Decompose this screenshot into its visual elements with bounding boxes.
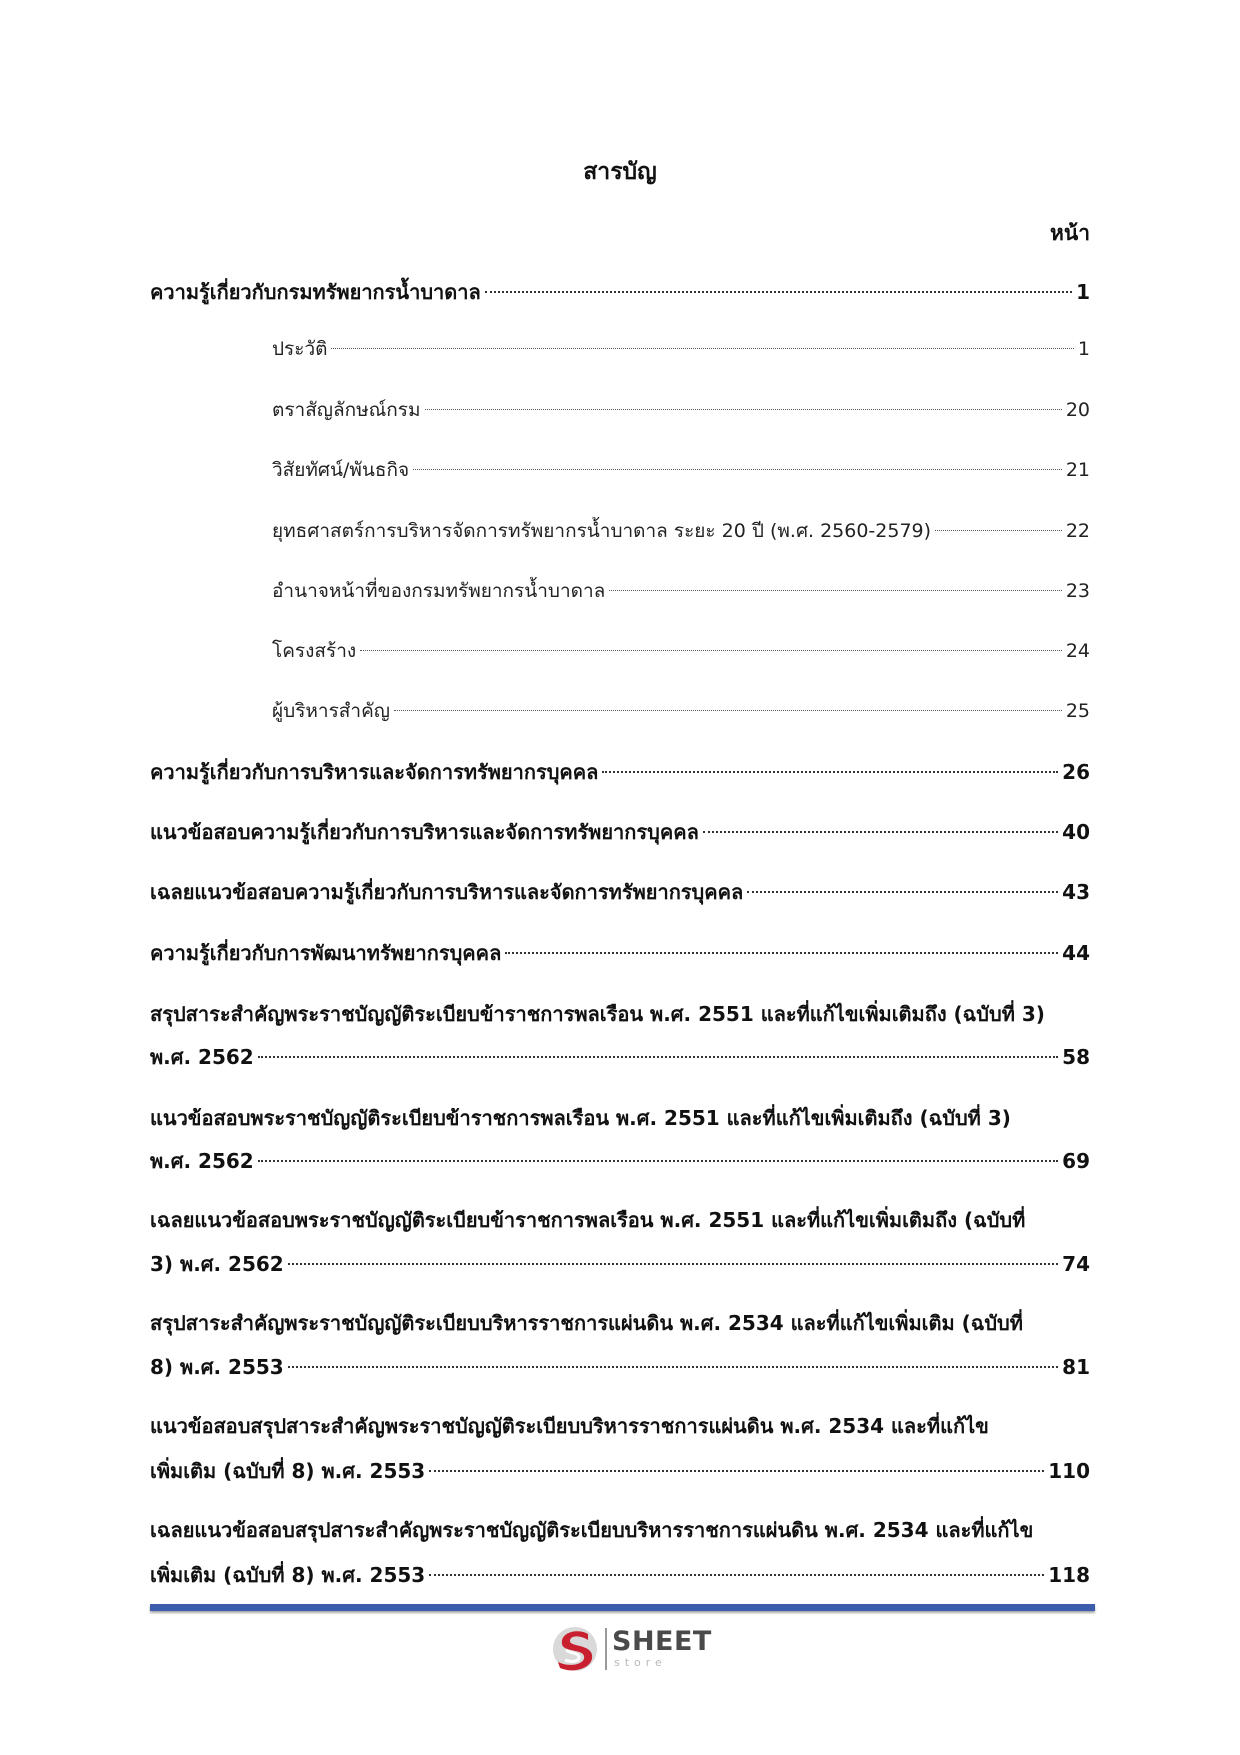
toc-entry-title: เพิ่มเติม (ฉบับที่ 8) พ.ศ. 2553 bbox=[150, 1563, 426, 1587]
toc-leader-dots bbox=[258, 1056, 1058, 1058]
toc-entry-page: 43 bbox=[1062, 880, 1090, 904]
toc-leader-dots bbox=[258, 1160, 1058, 1162]
toc-entry-title: เพิ่มเติม (ฉบับที่ 8) พ.ศ. 2553 bbox=[150, 1459, 426, 1483]
toc-entry-page: 21 bbox=[1065, 459, 1090, 481]
toc-entry-title: ตราสัญลักษณ์กรม bbox=[272, 399, 421, 421]
toc-entry-page: 20 bbox=[1065, 399, 1090, 421]
toc-entry[interactable] bbox=[150, 1559, 1090, 1591]
toc-subentry[interactable] bbox=[272, 333, 1090, 365]
toc-leader-dots bbox=[429, 1574, 1044, 1576]
toc-entry-page: 26 bbox=[1062, 760, 1090, 784]
toc-entry-line1[interactable]: สรุปสาระสำคัญพระราชบัญญัติระเบียบข้าราชการพลเรือน พ.ศ. 2551 และที่แก้ไขเพิ่มเติมถึง (ฉบับที่ 3) bbox=[150, 1002, 1045, 1026]
toc-leader-dots bbox=[935, 530, 1062, 531]
toc-leader-dots bbox=[429, 1470, 1044, 1472]
toc-leader-dots bbox=[413, 469, 1062, 470]
toc-entry[interactable] bbox=[150, 1145, 1090, 1177]
toc-entry-title: 8) พ.ศ. 2553 bbox=[150, 1355, 284, 1379]
logo-divider bbox=[605, 1628, 607, 1670]
toc-entry-title: พ.ศ. 2562 bbox=[150, 1045, 254, 1069]
sheet-store-s-logo-icon bbox=[548, 1622, 602, 1676]
toc-entry-title: อำนาจหน้าที่ของกรมทรัพยากรน้ำบาดาล bbox=[272, 580, 606, 602]
sheet-store-logo bbox=[548, 1622, 718, 1676]
toc-entry-page: 22 bbox=[1065, 520, 1090, 542]
toc-entry-title: วิสัยทัศน์/พันธกิจ bbox=[272, 459, 410, 481]
toc-entry[interactable] bbox=[150, 816, 1090, 848]
toc-leader-dots bbox=[360, 650, 1062, 651]
toc-leader-dots bbox=[602, 771, 1058, 773]
toc-leader-dots bbox=[288, 1366, 1058, 1368]
toc-entry-title: ยุทธศาสตร์การบริหารจัดการทรัพยากรน้ำบาดาล ระยะ 20 ปี (พ.ศ. 2560-2579) bbox=[272, 520, 932, 542]
toc-leader-dots bbox=[288, 1263, 1058, 1265]
toc-entry-page: 58 bbox=[1062, 1045, 1090, 1069]
toc-subentry[interactable] bbox=[272, 695, 1090, 727]
toc-entry-title: เฉลยแนวข้อสอบความรู้เกี่ยวกับการบริหารและจัดการทรัพยากรบุคคล bbox=[150, 880, 744, 904]
toc-entry-line1[interactable]: แนวข้อสอบพระราชบัญญัติระเบียบข้าราชการพลเรือน พ.ศ. 2551 และที่แก้ไขเพิ่มเติมถึง (ฉบับที่ 3) bbox=[150, 1106, 1011, 1130]
toc-leader-dots bbox=[331, 348, 1073, 349]
toc-entry-title: ความรู้เกี่ยวกับการบริหารและจัดการทรัพยากรบุคคล bbox=[150, 760, 599, 784]
logo-wordmark: SHEET bbox=[612, 1626, 712, 1657]
toc-entry-page: 40 bbox=[1062, 820, 1090, 844]
toc-entry-title: แนวข้อสอบความรู้เกี่ยวกับการบริหารและจัดการทรัพยากรบุคคล bbox=[150, 820, 699, 844]
toc-leader-dots bbox=[485, 291, 1072, 293]
toc-entry[interactable] bbox=[150, 1351, 1090, 1383]
toc-entry-page: 81 bbox=[1062, 1355, 1090, 1379]
toc-entry[interactable] bbox=[150, 756, 1090, 788]
toc-entry[interactable] bbox=[150, 937, 1090, 969]
toc-entry[interactable] bbox=[150, 1455, 1090, 1487]
toc-entry-line1[interactable]: แนวข้อสอบสรุปสาระสำคัญพระราชบัญญัติระเบียบบริหารราชการแผ่นดิน พ.ศ. 2534 และที่แก้ไข bbox=[150, 1414, 989, 1438]
toc-entry-page: 1 bbox=[1076, 280, 1090, 304]
footer-divider-bar bbox=[150, 1604, 1095, 1611]
toc-entry-title: 3) พ.ศ. 2562 bbox=[150, 1252, 284, 1276]
toc-entry[interactable] bbox=[150, 1248, 1090, 1280]
toc-entry-title: ความรู้เกี่ยวกับกรมทรัพยากรน้ำบาดาล bbox=[150, 280, 481, 304]
toc-entry-page: 110 bbox=[1048, 1459, 1090, 1483]
toc-leader-dots bbox=[425, 409, 1062, 410]
toc-entry-page: 1 bbox=[1077, 338, 1090, 360]
toc-entry[interactable] bbox=[150, 276, 1090, 308]
toc-subentry[interactable] bbox=[272, 394, 1090, 426]
logo-subtext: store bbox=[614, 1656, 667, 1669]
page-title: สารบัญ bbox=[583, 159, 657, 185]
toc-entry-page: 118 bbox=[1048, 1563, 1090, 1587]
toc-entry[interactable] bbox=[150, 876, 1090, 908]
toc-entry-page: 44 bbox=[1062, 941, 1090, 965]
toc-entry-title: ความรู้เกี่ยวกับการพัฒนาทรัพยากรบุคคล bbox=[150, 941, 502, 965]
toc-entry-title: โครงสร้าง bbox=[272, 640, 357, 662]
toc-entry-page: 24 bbox=[1065, 640, 1090, 662]
page-column-header: หน้า bbox=[1050, 221, 1090, 245]
toc-entry-page: 74 bbox=[1062, 1252, 1090, 1276]
toc-leader-dots bbox=[747, 891, 1058, 893]
toc-leader-dots bbox=[609, 590, 1062, 591]
toc-entry-line1[interactable]: สรุปสาระสำคัญพระราชบัญญัติระเบียบบริหารราชการแผ่นดิน พ.ศ. 2534 และที่แก้ไขเพิ่มเติม (ฉบับที่ bbox=[150, 1311, 1023, 1335]
toc-subentry[interactable] bbox=[272, 575, 1090, 607]
toc-entry[interactable] bbox=[150, 1041, 1090, 1073]
toc-subentry[interactable] bbox=[272, 635, 1090, 667]
toc-entry-page: 23 bbox=[1065, 580, 1090, 602]
toc-leader-dots bbox=[703, 831, 1058, 833]
toc-leader-dots bbox=[505, 952, 1058, 954]
toc-subentry[interactable] bbox=[272, 515, 1090, 547]
toc-subentry[interactable] bbox=[272, 454, 1090, 486]
toc-entry-line1[interactable]: เฉลยแนวข้อสอบสรุปสาระสำคัญพระราชบัญญัติระเบียบบริหารราชการแผ่นดิน พ.ศ. 2534 และที่แก้ไข bbox=[150, 1518, 1034, 1542]
toc-entry-line1[interactable]: เฉลยแนวข้อสอบพระราชบัญญัติระเบียบข้าราชการพลเรือน พ.ศ. 2551 และที่แก้ไขเพิ่มเติมถึง (ฉบับที่ bbox=[150, 1208, 1026, 1232]
toc-entry-page: 25 bbox=[1065, 700, 1090, 722]
toc-entry-title: พ.ศ. 2562 bbox=[150, 1149, 254, 1173]
toc-entry-title: ผู้บริหารสำคัญ bbox=[272, 700, 390, 722]
toc-entry-page: 69 bbox=[1062, 1149, 1090, 1173]
toc-entry-title: ประวัติ bbox=[272, 338, 328, 360]
toc-leader-dots bbox=[394, 710, 1062, 711]
